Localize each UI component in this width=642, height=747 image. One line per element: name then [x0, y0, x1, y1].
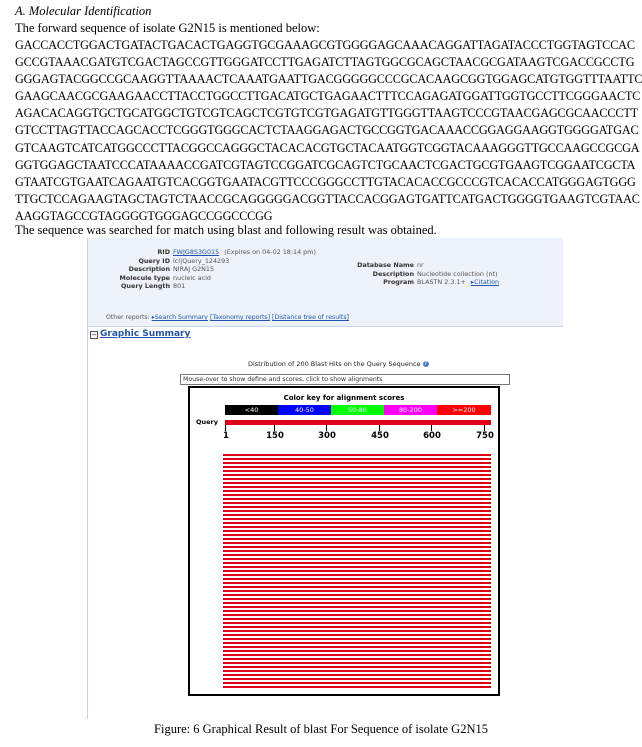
database-info — [308, 261, 499, 287]
citation-link[interactable]: ▸Citation — [470, 278, 500, 287]
hit-bar[interactable] — [223, 642, 491, 644]
hit-bar[interactable] — [223, 478, 491, 480]
hit-bar[interactable] — [223, 574, 491, 576]
hit-bar[interactable] — [223, 522, 491, 524]
hit-bar[interactable] — [223, 674, 491, 676]
hit-bar[interactable] — [223, 618, 491, 620]
sequence-line: GTAATCGTGAATCAGAATGTCACGGTGAATACGTTCCCGGGCCTTGTACACACCGCCCGTCACACCATGGGAGTGGG — [15, 174, 636, 189]
dna-sequence — [15, 37, 642, 225]
color-key-magenta: 80-200 — [384, 405, 437, 415]
sequence-line: AAGGTAGCCGTAGGGGTGGGAGCCGGCCCGG — [15, 208, 273, 223]
molecule-type-key: Molecule type — [119, 273, 170, 282]
hit-bar[interactable] — [223, 678, 491, 680]
description-value: NIRAJ G2N15 — [173, 265, 215, 274]
hit-bar[interactable] — [223, 666, 491, 668]
section-heading: A. Molecular Identification — [15, 4, 152, 18]
hit-bar[interactable] — [223, 634, 491, 636]
hit-bar[interactable] — [223, 474, 491, 476]
color-key-green: 50-80 — [331, 405, 384, 415]
rid-expiry: (Expires on 04-02 18:14 pm) — [224, 248, 316, 256]
distribution-title — [248, 360, 429, 368]
hit-bar[interactable] — [223, 558, 491, 560]
hit-bar[interactable] — [223, 686, 491, 688]
hit-bar[interactable] — [223, 638, 491, 640]
hit-bar[interactable] — [223, 554, 491, 556]
query-length-value: 801 — [173, 282, 186, 291]
hit-bar[interactable] — [223, 498, 491, 500]
hit-bar[interactable] — [223, 454, 491, 456]
rid-link[interactable]: FWJG8S3G015 — [173, 248, 220, 256]
sequence-line: GACCACCTGGACTGATACTGACACTGAGGTGCGAAAGCGTGGGGAGCAAACAGGATTAGATACCCTGGTAGTCCAC — [15, 38, 635, 52]
sequence-line: GTCAAGTCATCATGGCCCTTACGGCCAGGGCTACACACGTGCTACAATGGTCGGTACAAAGGGTTGCCAAGCCGCGA — [15, 140, 640, 155]
hit-bars — [223, 454, 491, 689]
hit-bar[interactable] — [223, 506, 491, 508]
description-key: Description — [128, 265, 170, 274]
sequence-line: GCCGTAAACGATGTCGACTAGCCGTTGGGATCCTTGAGATCTTAGTGGCGCAGCTAACGCGATAAGTCGACCGCCTG — [15, 55, 635, 70]
color-key-black: <40 — [225, 405, 278, 415]
hit-bar[interactable] — [223, 670, 491, 672]
hit-bar[interactable] — [223, 530, 491, 532]
hit-bar[interactable] — [223, 682, 491, 684]
query-label: Query — [196, 418, 219, 426]
axis-tick-label: 300 — [318, 431, 336, 441]
hit-bar[interactable] — [223, 582, 491, 584]
blast-info-panel — [88, 238, 563, 326]
query-length-key: Query Length — [121, 282, 170, 291]
query-info — [98, 248, 316, 291]
hit-bar[interactable] — [223, 650, 491, 652]
hit-bar[interactable] — [223, 602, 491, 604]
hit-bar[interactable] — [223, 490, 491, 492]
rid-key: RID — [157, 248, 170, 256]
hit-bar[interactable] — [223, 542, 491, 544]
info-icon[interactable]: ? — [424, 361, 427, 367]
blast-intro-text: The sequence was searched for match using blast and following result was obtained. — [15, 223, 437, 237]
sequence-line: GTCCTTAGTTACCAGCACCTCGGGTGGGCACTCTAAGGAGACTGCCGGTGACAAACCGGAGGAAGGTGGGGATGAC — [15, 123, 639, 138]
graphic-summary-link[interactable]: Graphic Summary — [100, 329, 191, 339]
hit-bar[interactable] — [223, 562, 491, 564]
hit-bar[interactable] — [223, 614, 491, 616]
mouseover-info-field[interactable]: Mouse-over to show define and scores, click to show alignments — [180, 374, 510, 385]
color-key-title: Color key for alignment scores — [283, 394, 405, 402]
hit-bar[interactable] — [223, 550, 491, 552]
hit-bar[interactable] — [223, 610, 491, 612]
sequence-line: TTGCTCCAGAAGTAGCTAGTCTAACCGCAGGGGGACGGTTACCACGGAGTGATTCATGACTGGGGTGAAGTCGTAAC — [15, 191, 640, 206]
citation-label: Citation — [474, 278, 500, 287]
other-reports — [106, 314, 349, 321]
hit-bar[interactable] — [223, 482, 491, 484]
hit-bar[interactable] — [223, 566, 491, 568]
hit-bar[interactable] — [223, 494, 491, 496]
hit-bar[interactable] — [223, 598, 491, 600]
color-key-blue: 40-50 — [278, 405, 331, 415]
hit-bar[interactable] — [223, 486, 491, 488]
hit-bar[interactable] — [223, 662, 491, 664]
other-reports-label: Other reports: — [106, 314, 150, 321]
hit-bar[interactable] — [223, 590, 491, 592]
hit-bar[interactable] — [223, 546, 491, 548]
hit-bar[interactable] — [223, 538, 491, 540]
taxonomy-reports-link[interactable]: [Taxonomy reports] — [209, 314, 271, 321]
hit-bar[interactable] — [223, 570, 491, 572]
hit-bar[interactable] — [223, 514, 491, 516]
axis-tick-label: 750 — [476, 431, 494, 441]
graphic-summary-header — [88, 326, 563, 343]
hit-bar[interactable] — [223, 626, 491, 628]
hit-bar[interactable] — [223, 646, 491, 648]
query-id-key: Query ID — [138, 256, 170, 265]
distance-tree-link[interactable]: [Distance tree of results] — [272, 314, 349, 321]
sequence-line: GGTGGAGCTAATCCCATAAAACCGATCGTAGTCCGGATCGCAGTCTGCAACTCGACTGCGTGAAGTCGGAATCGCTA — [15, 157, 636, 172]
hit-distribution-graphic — [188, 386, 500, 696]
hit-bar[interactable] — [223, 586, 491, 588]
program-key: Program — [383, 278, 414, 287]
hit-bar[interactable] — [223, 458, 491, 460]
hit-bar[interactable] — [223, 526, 491, 528]
hit-bar[interactable] — [223, 630, 491, 632]
axis-tick-label: 600 — [423, 431, 441, 441]
sequence-line: AGACACAGGTGCTGCATGGCTGTCGTCAGCTCGTGTCGTGAGATGTTGGGTTAAGTCCCGTAACGAGCGCAACCCTT — [15, 106, 638, 121]
hit-bar[interactable] — [223, 470, 491, 472]
molecule-type-value: nucleic acid — [173, 273, 211, 282]
collapse-icon[interactable]: − — [91, 331, 97, 339]
sequence-line: GGGAGTACGGCCGCAAGGTTAAAACTCAAATGAATTGACGGGGGCCCGCACAAGCGGTGGAGCATGTGGTTTAATTC — [15, 72, 642, 87]
hit-bar[interactable] — [223, 534, 491, 536]
hit-bar[interactable] — [223, 594, 491, 596]
hit-bar[interactable] — [223, 578, 491, 580]
hit-bar[interactable] — [223, 502, 491, 504]
db-description-key: Description — [372, 269, 414, 278]
search-summary-link[interactable]: ▸Search Summary — [151, 314, 208, 321]
hit-bar[interactable] — [223, 606, 491, 608]
hit-bar[interactable] — [223, 462, 491, 464]
program-value: BLASTN 2.3.1+ — [417, 278, 466, 287]
intro-text: The forward sequence of isolate G2N15 is mentioned below: — [15, 21, 320, 35]
query-id-value: lcl|Query_124293 — [173, 256, 230, 265]
db-description-value: Nucleotide collection (nt) — [417, 269, 498, 278]
blast-screenshot — [87, 238, 563, 719]
sequence-line: GAAGCAACGCGAAGAACCTTACCTGGCCTTGACATGCTGAGAACTTTCCAGAGATGGATTGGTGCCTTCGGGAACTC — [15, 89, 641, 104]
query-bar — [225, 420, 491, 425]
color-key-red: >=200 — [437, 405, 491, 415]
distribution-title-text: Distribution of 200 Blast Hits on the Query Sequence — [248, 360, 421, 368]
hit-bar[interactable] — [223, 518, 491, 520]
axis-tick-label: 150 — [266, 431, 284, 441]
hit-bar[interactable] — [223, 654, 491, 656]
hit-bar[interactable] — [223, 510, 491, 512]
hit-bar[interactable] — [223, 622, 491, 624]
hit-bar[interactable] — [223, 658, 491, 660]
database-name-key: Database Name — [357, 261, 414, 269]
axis-tick-label: 1 — [223, 431, 229, 441]
hit-bar[interactable] — [223, 466, 491, 468]
axis-tick-label: 450 — [371, 431, 389, 441]
figure-caption: Figure: 6 Graphical Result of blast For Sequence of isolate G2N15 — [154, 722, 488, 736]
search-summary-label: Search Summary — [154, 314, 208, 321]
database-name-value: nr — [417, 261, 424, 269]
